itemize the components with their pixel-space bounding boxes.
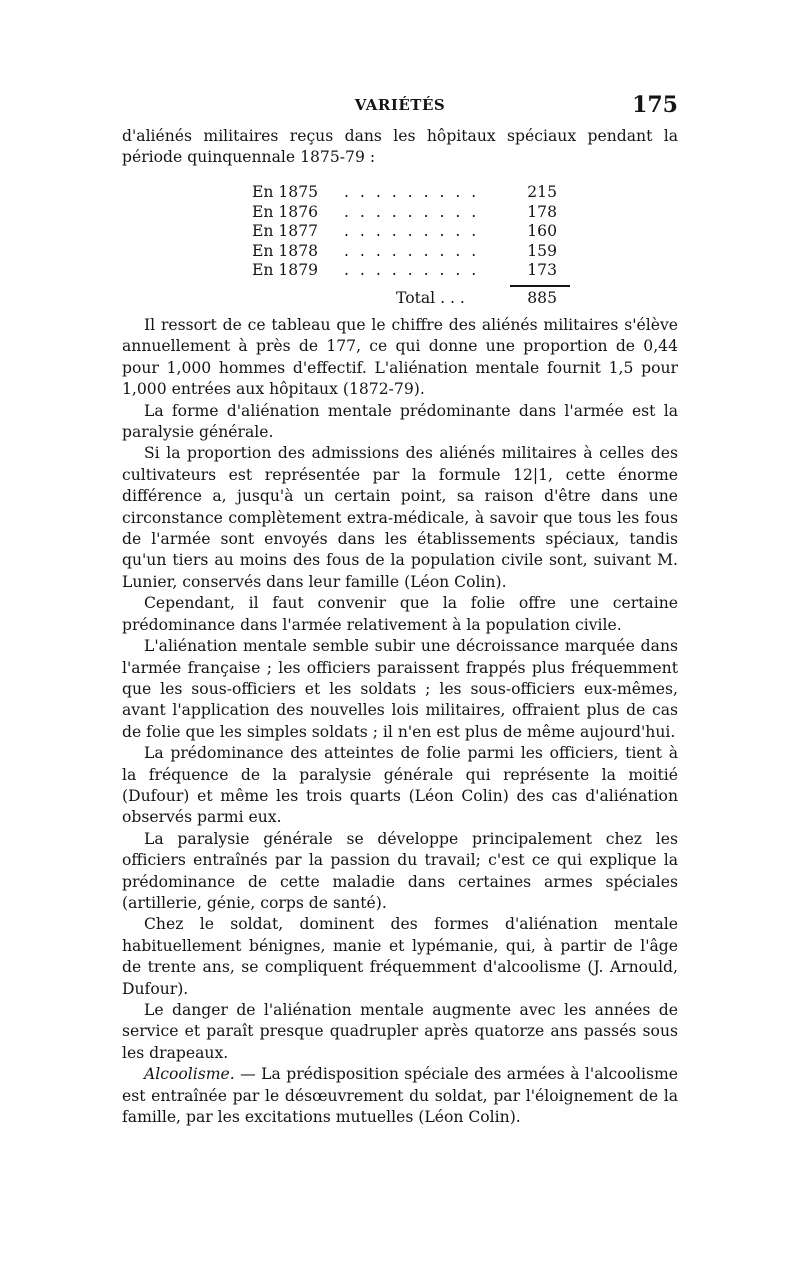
paragraph: Le danger de l'aliénation mentale augmente avec les années de service et paraît presque quadrupler après quatorze ans passés sous les drapeaux. xyxy=(122,1001,678,1062)
running-title: VARIÉTÉS xyxy=(354,96,446,114)
table-leader-dots: . . . . . . . . . xyxy=(344,202,480,221)
table-total-label: Total . . . xyxy=(396,288,465,307)
admissions-table xyxy=(252,183,582,313)
table-value: 173 xyxy=(527,261,557,280)
paragraph: Si la proportion des admissions des aliénés militaires à celles des cultivateurs est représentée par la formule 12|1, cette énorme différence a, jusqu'à un certain point, sa raison d'être dans une circonstance complètement extra-médicale, à savoir que tous les fous de l'armée sont envoyés dans les établissements spéciaux, tandis qu'un tiers au moins des fous de la population civile sont, suivant M. Lunier, conservés dans leur famille (Léon Colin). xyxy=(122,444,678,591)
table-value: 178 xyxy=(527,202,557,221)
intro-paragraph xyxy=(122,126,678,169)
table-value: 159 xyxy=(527,241,557,260)
table-year: En 1878 xyxy=(252,241,319,260)
table-year: En 1877 xyxy=(252,222,319,241)
table-total-row xyxy=(252,289,582,313)
table-row xyxy=(252,183,582,203)
table-total-value: 885 xyxy=(527,288,557,307)
table-leader-dots: . . . . . . . . . xyxy=(344,183,480,201)
table-leader-dots: . . . . . . . . . xyxy=(344,261,480,280)
page-header xyxy=(122,94,678,120)
table-row xyxy=(252,242,582,262)
table-year: En 1879 xyxy=(252,261,319,280)
paragraph: La forme d'aliénation mentale prédominante dans l'armée est la paralysie générale. xyxy=(122,401,678,442)
table-leader-dots: . . . . . . . . . xyxy=(344,222,480,241)
main-text xyxy=(122,315,678,1128)
table-value: 215 xyxy=(527,183,557,201)
paragraph: Il ressort de ce tableau que le chiffre des aliénés militaires s'élève annuellement à près de 177, ce qui donne une proportion de 0,44 pour 1,000 hommes d'effectif. L'aliénation mentale fournit 1,5 pour 1,000 entrées aux hôpitaux (1872-79). xyxy=(122,316,678,399)
paragraph: La paralysie générale se développe principalement chez les officiers entraînés par la passion du travail; c'est ce qui explique la prédominance de cette maladie dans certaines armes spéciales (artillerie, génie, corps de santé). xyxy=(122,829,678,912)
section-lead: Alcoolisme. xyxy=(144,1065,235,1084)
paragraph: Chez le soldat, dominent des formes d'aliénation mentale habituellement bénignes, manie et lypémanie, qui, à partir de l'âge de trente ans, se compliquent fréquemment d'alcoolisme (J. Arnould, Dufour). xyxy=(122,915,678,998)
table-year: En 1876 xyxy=(252,202,319,221)
table-leader-dots: . . . . . . . . . xyxy=(344,241,480,260)
table-row xyxy=(252,222,582,242)
table-row xyxy=(252,203,582,223)
section-text: — La prédisposition spéciale des armées à l'alcoolisme est entraînée par le désœuvrement du soldat, par l'éloignement de la famille, par les excitations mutuelles (Léon Colin). xyxy=(122,1065,678,1127)
page-number: 175 xyxy=(632,92,678,118)
table-row xyxy=(252,261,582,281)
intro-text: d'aliénés militaires reçus dans les hôpitaux spéciaux pendant la période quinquennale 1875-79 : xyxy=(122,127,678,167)
paragraph: L'aliénation mentale semble subir une décroissance marquée dans l'armée française ; les officiers paraissent frappés plus fréquemment que les sous-officiers et les soldats ; les sous-officiers eux-mêmes, avant l'application des nouvelles lois militaires, offraient plus de cas de folie que les simples soldats ; il n'en est plus de même aujourd'hui. xyxy=(122,637,678,741)
table-year: En 1875 xyxy=(252,183,319,201)
sum-rule xyxy=(510,285,570,287)
table-value: 160 xyxy=(527,222,557,241)
paragraph: Cependant, il faut convenir que la folie offre une certaine prédominance dans l'armée relativement à la population civile. xyxy=(122,594,678,634)
paragraph-alcoolisme xyxy=(122,1064,678,1128)
paragraph: La prédominance des atteintes de folie parmi les officiers, tient à la fréquence de la paralysie générale qui représente la moitié (Dufour) et même les trois quarts (Léon Colin) des cas d'aliénation observés parmi eux. xyxy=(122,744,678,827)
